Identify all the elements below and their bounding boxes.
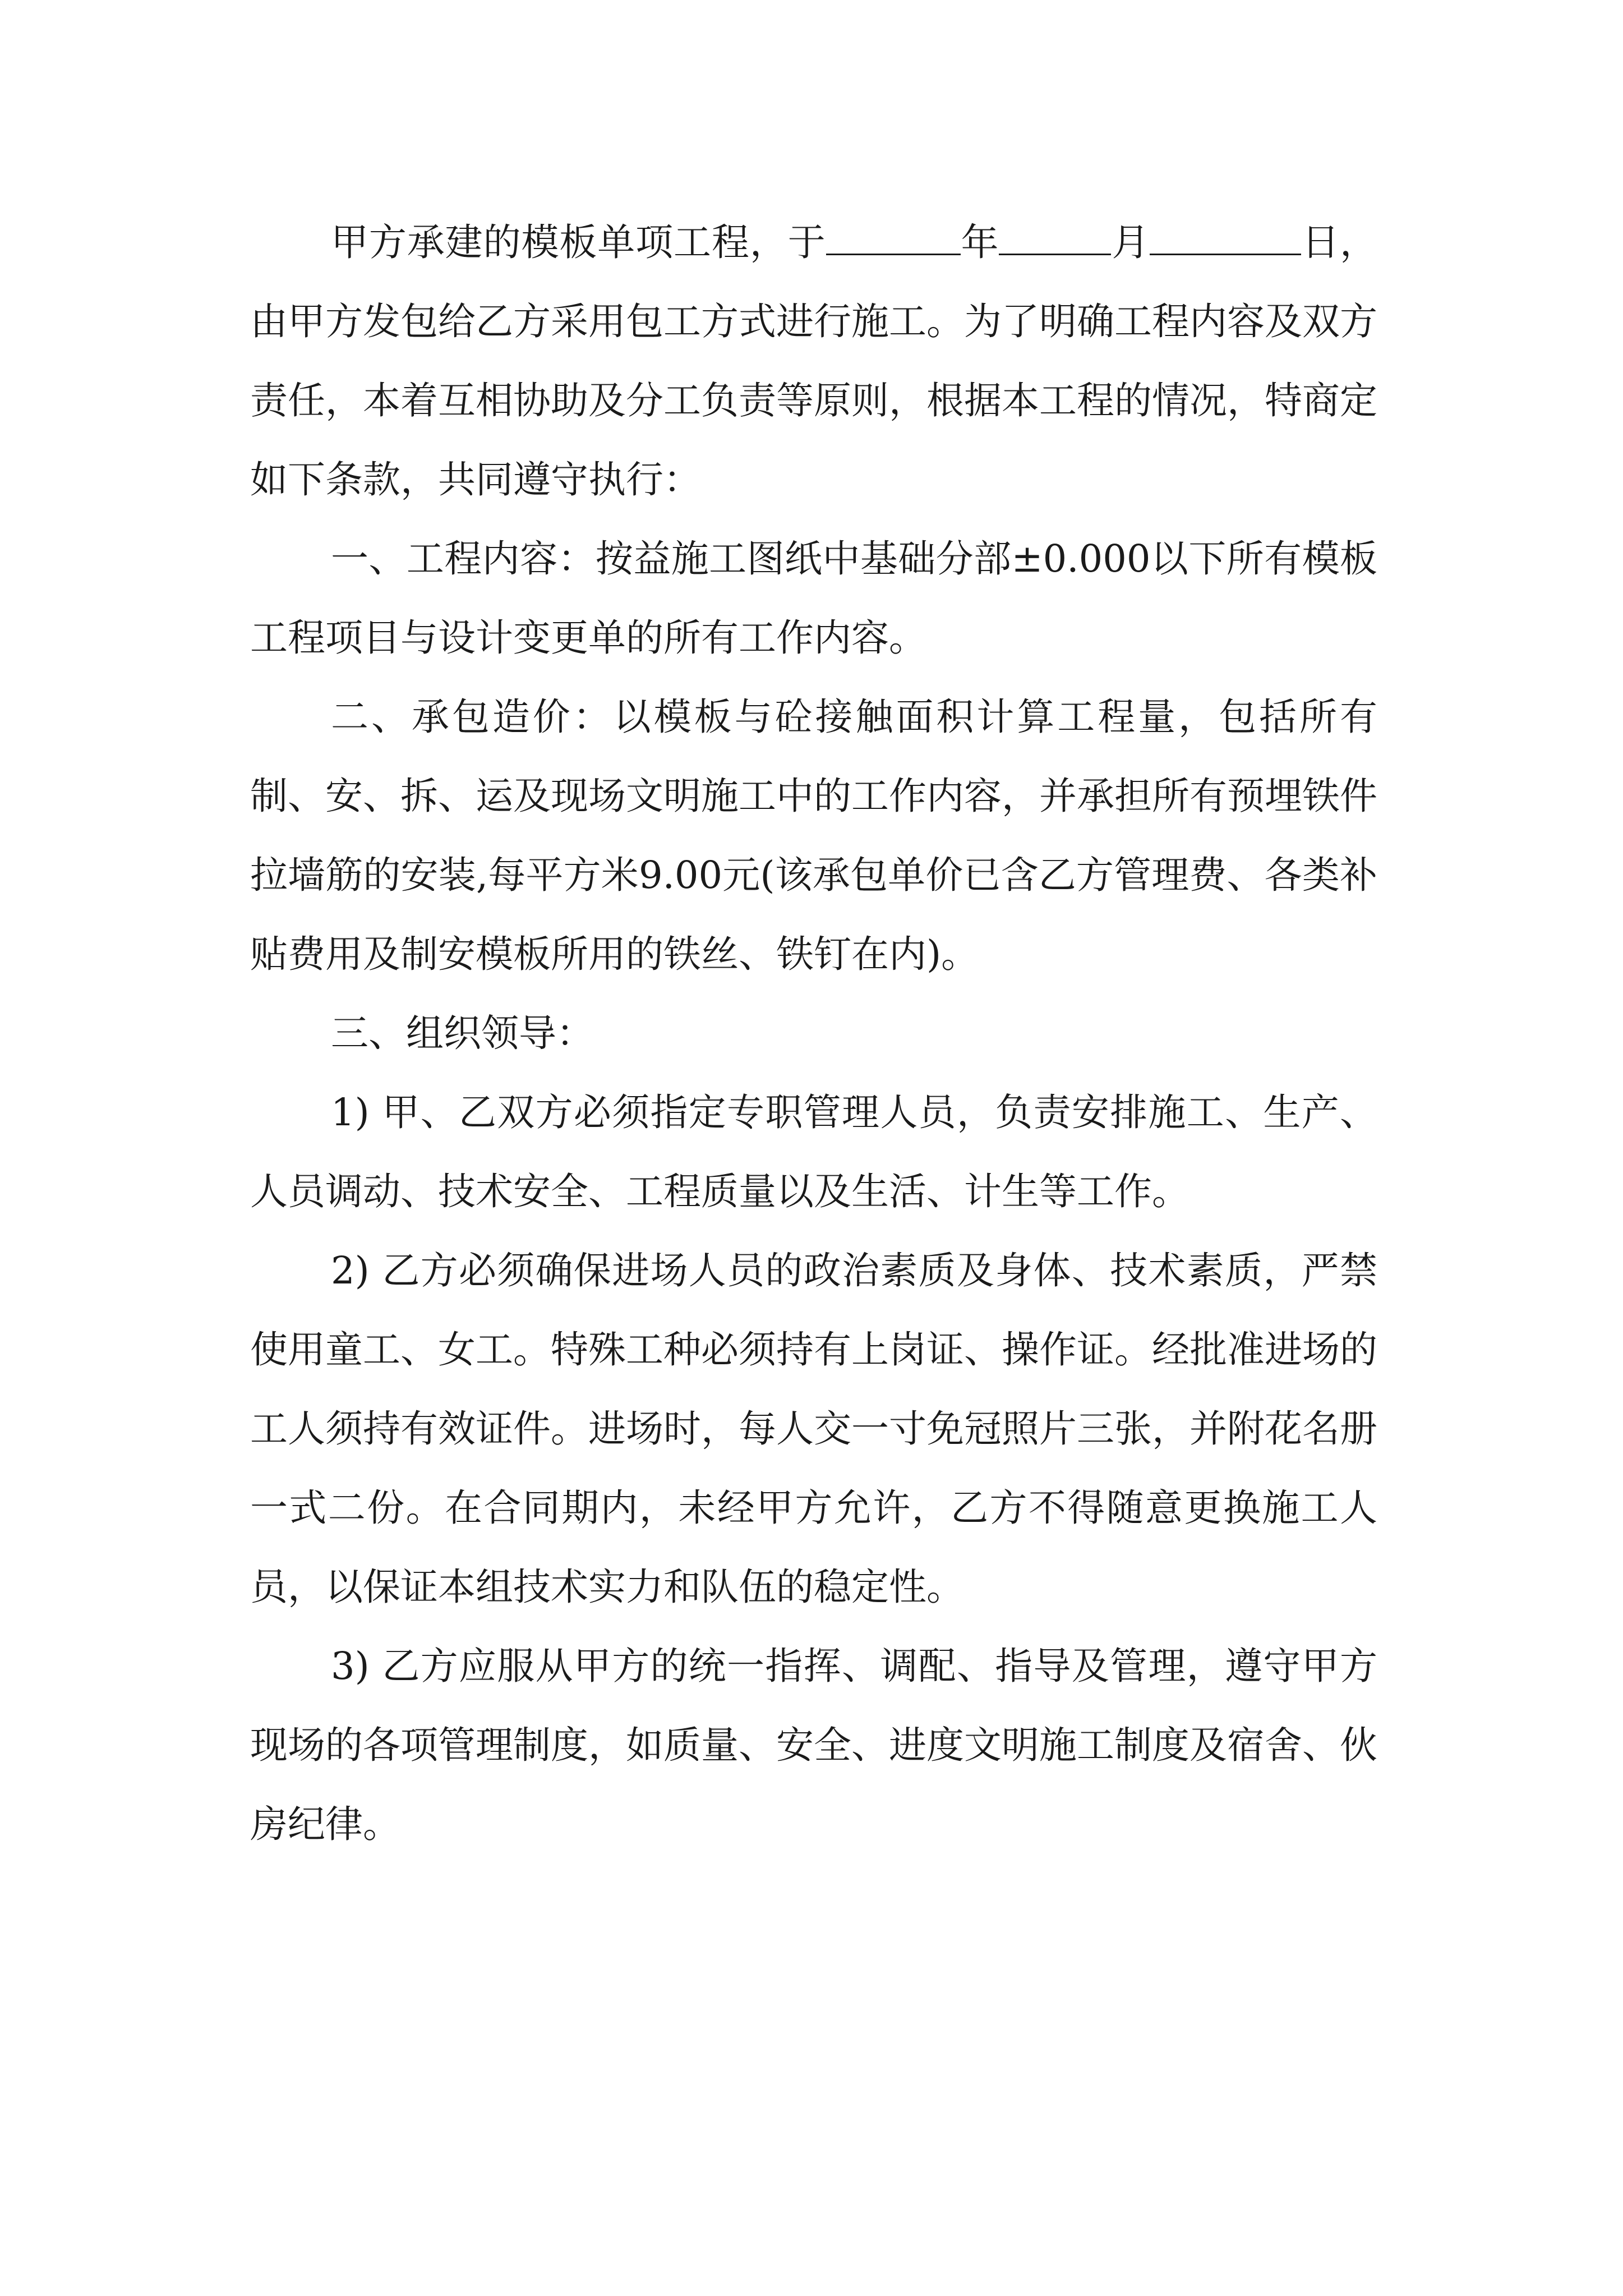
intro-paragraph bbox=[250, 203, 1377, 519]
clause-3-organization-heading: 三、组织领导： bbox=[331, 1011, 594, 1055]
intro-text-end: 日，由甲方发包给乙方采用包工方式进行施工。为了明确工程内容及双方责任，本着互相协助及分工负责等原则，根据本工程的情况，特商定如下条款，共同遵守执行： bbox=[250, 220, 1378, 501]
document-body bbox=[250, 203, 1377, 1864]
day-blank bbox=[1150, 214, 1301, 255]
clause-2-contract-price: 二、承包造价：以模板与砼接触面积计算工程量，包括所有制、安、拆、运及现场文明施工中的工作内容，并承担所有预埋铁件拉墙筋的安装,每平方米9.00元(该承包单价已含乙方管理费、各类补贴费用及制安模板所用的铁丝、铁钉在内)。 bbox=[250, 695, 1377, 976]
month-blank bbox=[999, 214, 1111, 255]
year-label: 年 bbox=[960, 220, 999, 264]
clause-3-item-1: 1) 甲、乙双方必须指定专职管理人员，负责安排施工、生产、人员调动、技术安全、工程质量以及生活、计生等工作。 bbox=[250, 1091, 1377, 1213]
month-label: 月 bbox=[1111, 220, 1150, 264]
clause-1-work-content: 一、工程内容：按益施工图纸中基础分部±0.000以下所有模板工程项目与设计变更单的所有工作内容。 bbox=[250, 537, 1377, 660]
year-blank bbox=[826, 214, 961, 255]
clause-3-item-3: 3) 乙方应服从甲方的统一指挥、调配、指导及管理，遵守甲方现场的各项管理制度，如质量、安全、进度文明施工制度及宿舍、伙房纪律。 bbox=[250, 1644, 1377, 1846]
intro-text-start: 甲方承建的模板单项工程，于 bbox=[331, 220, 826, 264]
clause-3-item-2: 2) 乙方必须确保进场人员的政治素质及身体、技术素质，严禁使用童工、女工。特殊工种必须持有上岗证、操作证。经批准进场的工人须持有效证件。进场时，每人交一寸免冠照片三张，并附花名册一式二份。在合同期内，未经甲方允许，乙方不得随意更换施工人员，以保证本组技术实力和队伍的稳定性。 bbox=[250, 1249, 1377, 1609]
